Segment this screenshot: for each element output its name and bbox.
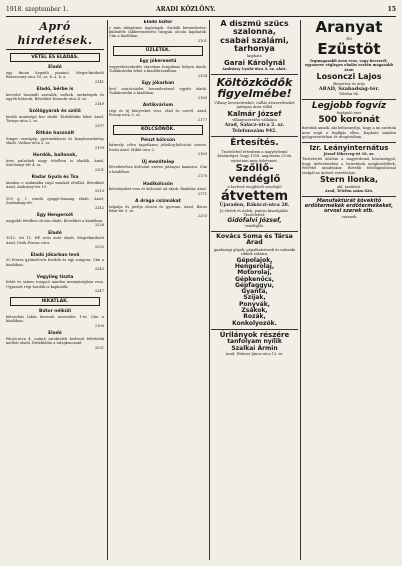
ad-code: 2160 [197, 95, 207, 100]
ad-kalmar: Költözködők figyelmébe! Villany bevezetéseket, csillár átszereléseket jutányos áron vállal Kalmár József villanyszerelési vállalata Arad, Salacz-utca 2. sz. Telefonszám 942. [211, 74, 298, 134]
ad-text: régi és új könyveket vesz, elad és cserél. Arad, Forray-utca 5. sz. [109, 108, 207, 118]
ad-title: Egy jókarban [141, 81, 175, 87]
ad-code: 2250 [94, 245, 104, 250]
product-item: Gyanta, [241, 288, 268, 296]
ad-title: Egy jókeresetű [139, 59, 177, 65]
product-item: Gépolajok, [236, 256, 273, 264]
classified-ad [109, 103, 207, 122]
ad-title: Szőlőgyárak és szőlő [29, 109, 81, 115]
ad-text: fehér és színes rongyot minden mennyiségben vesz. Ugyanott régi hordók is kaphatók. [6, 280, 104, 289]
product-item: Hengerolaj, [234, 263, 275, 270]
classified-ad [6, 65, 104, 84]
ad-szollo-vendeglo: Értesítés. Tisztelettel értesítem a nagyérdemű közönséget, hogy 1918. augusztus 25-én nyitottam meg üzletemet. Szőllő-vendéglő a kertnek megfelelő vendéglő átvettem Újaradon, Rákóczi-utca 28. Jó ételek és italok, pontos kiszolgálás. Tisztelettel: Gidófalvi József, vendéglős. [211, 136, 298, 229]
ad-title: Ritkán használt [35, 131, 75, 137]
ad-title: Hadikölcsön [143, 181, 173, 187]
column-display-ads-right [302, 20, 396, 560]
ad-title: Egy Hengersót [36, 213, 74, 219]
ad-losonczi: Aranyat és Ezüstöt legmagasabb áron vesz, vagy becserél, egyszerre végleges eladás esetén magasabb áron Losonczi Lajos ékszerész és órás ARAD, Szabadság-tér. Telefon 86. [304, 20, 394, 97]
column-divider [209, 20, 210, 560]
ad-code: 2199 [94, 145, 104, 150]
ad-szalkai: Úrilányok részére tanfolyam nyílik Szalkai Ármin Arad, Weitzer János-utca 13. sz. [211, 329, 298, 356]
ad-title: Eladó jókarban levő [30, 252, 80, 258]
ad-title: Eladó [48, 65, 62, 71]
ad-text: kétszobás lakás keresek november 1-re. Cím a kiadóban. [6, 314, 104, 324]
ad-title: Új mezőtelep [141, 159, 175, 165]
ad-manufaktura: Manufaktúrát kövekitő erdőtermékek erdőtermékeket, orvosi szerek stb. vesznek [302, 196, 396, 219]
ad-text: Fácán-utca 4. számú saroktelek kedvező feltételek mellett eladó. Érdeklődni a tulajdonosnál. [6, 336, 104, 346]
ad-garai-address: Andrássy Gyula-utca 4. sz. alatt. [222, 67, 287, 72]
ad-code: 2228 [94, 223, 104, 228]
classifieds-banner: Apró hirdetések. [6, 20, 104, 50]
classified-ad [6, 175, 104, 194]
product-item: Ponyvák, [239, 300, 270, 308]
product-item: Szijak, [243, 294, 266, 302]
ad-title: Vegyileg tiszta [36, 274, 74, 280]
ad-title: A drága csizmákat [135, 199, 181, 205]
ad-code: 2170 [197, 174, 207, 179]
column-divider [300, 20, 301, 560]
product-item: Konkolyozók. [232, 319, 277, 327]
classified-ad [6, 309, 104, 328]
ad-title: Radar Gyula és Tsa [31, 175, 79, 180]
ad-title: Bútor nélküli [39, 309, 71, 315]
ad-code: 2247 [94, 289, 104, 294]
classified-ad [6, 275, 104, 294]
ad-text: 50 literes gyümölcsös hordók és egy zongora. Cím a kiadóban. [6, 258, 104, 267]
classified-ad [109, 81, 207, 100]
ad-code: 2101 [197, 38, 207, 43]
ads-list [109, 138, 207, 218]
classified-ad [6, 87, 104, 106]
ad-title: Eladó bútor [143, 20, 173, 25]
ad-code: 2100 [94, 323, 104, 328]
ad-text: talpalja és javítja olcsón és gyorsan. Arad, Boros Béni-tér 3. sz. [109, 204, 207, 214]
ads-list [6, 309, 104, 350]
ad-code: 2213 [94, 189, 104, 194]
ad-code: 2242 [94, 205, 104, 210]
ad-leanyinternatus: Izr. Leányinternátus József főherceg-út 18. sz. Tisztelettel közlöm a nagyérdemű közönséggel, hogy intézetemben a beiratások megkezdődtek. Felvétel mindenkor. Bővebb felvilágosítással szolgál az intézet vezetősége. Stern Ilonka, okl. tanítónő. Arad, Telefon szám 826. [302, 143, 396, 194]
product-list [211, 258, 298, 327]
ad-text: egy finom hegedű pianinó. Megte-kinthető Brasscrony-utca 10. sz. 4. a. h. a. [6, 70, 104, 80]
classified-ad [109, 160, 207, 179]
section-heading-housing: IKKATLAK. [10, 297, 100, 307]
ad-title: Eladó, bérbe is [36, 87, 74, 93]
ad-text: létesítéséhez kölcsönt szerez jutányos kamatra. Cím a kiadóban. [109, 165, 207, 174]
ad-text: levő szatócsüzlet berendezéssel együtt eladó. Tudakozódni a kiadóban. [109, 86, 207, 96]
classified-ad [6, 153, 104, 172]
classified-ad [6, 131, 104, 150]
classified-ad [6, 331, 104, 350]
ad-code: 2243 [94, 267, 104, 272]
ad-code: 2201 [94, 167, 104, 172]
column-divider [107, 20, 108, 560]
ads-list [6, 65, 104, 294]
ad-code: 2197 [94, 123, 104, 128]
ad-code: 2031 [94, 345, 104, 350]
ad-text: s más ideiglenes ingóságok. Szobák berendezése, különféle lakberendezési tárgyak olcsón kaphatók. Cím a kiadóban. [109, 25, 207, 39]
classified-ad [6, 197, 104, 210]
ad-text: 1912. évi 11. HP. erős autó eladó. Megtekinthető Arad, Deák Ferenc-utca. [6, 236, 104, 245]
ad-text: üres palackok nagy tételben is eladók. Arad, Széchenyi-tér 4. sz. [6, 158, 104, 168]
product-item: Rozák, [243, 313, 266, 321]
classified-ad [109, 199, 207, 218]
column-display-ads: A díszmű szűcs szalonna, csabai szalámi, tarhonya kapható Garai Károlynál Andrássy Gyula-utca 4. sz. alatt. Költözködők figyelmébe! Villany bevezetéseket, csillár átszereléseket jutányos áron vállal Kalmár József villanyszerelési vállalata Arad, Salacz-utca 2. sz. Telefonszám 942. Értesítés. Tisztelettel értesítem a nagyérdemű közönséget, hogy 1918. augusztus 25-én nyitottam meg üzletemet. Szőllő-vendéglő a kertnek megfelelő vendéglő átvettem Újaradon, Rákóczi-utca 28. Jó ételek és italok, pontos kiszolgálás. Tisztelettel: Gidófalvi József, vendéglős. Kovács Soma és Társa Arad gazdasági gépek, gépalkatrészek és műszaki cikkek raktára. Gépolajok, Hengerolaj, Motorolaj, Gépkenőcs, Gépfaggyu, Gyanta, Szijak, Ponyvák, Zsákok, Rozák, Konkolyozók. Úrilányok részére tanfolyam nyílik Szalkai Ármin Arad, Weitzer János-utca 13. sz. [211, 20, 298, 560]
ad-code: 2253 [197, 213, 207, 218]
ad-code: 2149 [94, 101, 104, 106]
ad-title: Eladó [48, 331, 62, 337]
classified-ad [109, 59, 207, 78]
product-item: Gépfaggyu, [235, 281, 274, 289]
ad-code: 2177 [197, 117, 207, 122]
ads-list [109, 20, 207, 43]
header-date: 1918. szeptember 1. [6, 6, 69, 13]
classified-ad [6, 213, 104, 227]
ads-list [109, 59, 207, 122]
ad-title: Pénzt kölcsön [140, 137, 176, 143]
ad-code: 2154 [197, 73, 207, 78]
product-item: Gépkenőcs, [235, 275, 274, 283]
section-heading-loans: KÖLCSÖNÖK. [113, 125, 203, 135]
ad-kovacs-soma: Kovács Soma és Társa Arad gazdasági gépek, gépalkatrészek és műszaki cikkek raktára. Gépolajok, Hengerolaj, Motorolaj, Gépkenőcs, Gépfaggyu, Gyanta, Szijak, Ponyvák, Zsákok, Rozák, Konkolyozók. [211, 231, 298, 327]
header-page-number: 15 [387, 6, 396, 13]
ad-title: Eladó [48, 230, 62, 236]
classified-ad [109, 182, 207, 196]
ad-text: nagyobb tételben olcsón eladó. Bővebbet a kiadóban. [6, 218, 104, 223]
classified-ad [6, 253, 104, 272]
ad-text: kevésbé használt asztalok, székek, szekrények és egyéb bútorok. Bővebbet Kossuth-utca 4. sz. [6, 92, 104, 102]
ad-code: 2141 [94, 79, 104, 84]
ad-text: kötvényeket vesz és kölcsönt ad rájuk. Bankház Arad. [109, 187, 207, 192]
ad-fogviz: Legjobb fogvíz fogápoló szer 500 koronát fizetünk annak, aki bebizonyítja, hogy a mi szerünk nem segít a fogfájás ellen. Kapható minden gyógyszertárban és drogériában. [302, 100, 396, 140]
section-heading-business: ÜZLETEK. [113, 46, 203, 56]
column-classifieds [6, 20, 104, 560]
ad-text: vegyeskereskedés városban forgalmas helyen átadó. Tudakozódni lehet a kiadóhivatalban. [109, 64, 207, 74]
column-business [109, 20, 207, 560]
product-item: Motorolaj, [237, 269, 272, 277]
ad-garai-name: Garai Károlynál [224, 59, 285, 68]
ad-code: 2171 [197, 191, 207, 196]
ad-title: Antikvárium [142, 103, 174, 109]
classified-ad [6, 109, 104, 128]
classified-ad [109, 138, 207, 157]
ad-text: kiváló minőségű bor eladó. Érdeklődni lehet Arad, Tornya-utca 2. sz. [6, 114, 104, 124]
ad-text: Singer varrógép, gyermekkocsi és konyhaszekrény eladó. Vadász-utca 2. sz. [6, 136, 104, 146]
classified-ad [6, 231, 104, 250]
ad-szalonna: A díszmű szűcs szalonna, csabai szalámi, tarhonya [220, 20, 289, 54]
section-heading-sales: VÉTEL ÉS ELADÁS. [10, 53, 100, 63]
classified-ad [109, 20, 207, 43]
ad-text: 200 q. I. rendű gyapjú-lenmag eladó. Arad, Szabadság-tér. [6, 196, 104, 206]
ad-code: 2169 [197, 152, 207, 157]
ad-title: Hordók, ballonok, [33, 153, 77, 159]
page-header [6, 4, 396, 17]
ad-text: bármely célra ingatlanra jelzálog-kölcsönt szerez. Iroda Arad, Mikló-utca 2. [109, 143, 207, 152]
header-paper-name: ARADI KÖZLÖNY. [156, 6, 216, 13]
product-item: Zsákok, [241, 307, 268, 315]
ad-text: minden e szakmába vágó munkát elvállal. Bővebbet Arad, Andrássy-tér 19. [6, 180, 104, 189]
